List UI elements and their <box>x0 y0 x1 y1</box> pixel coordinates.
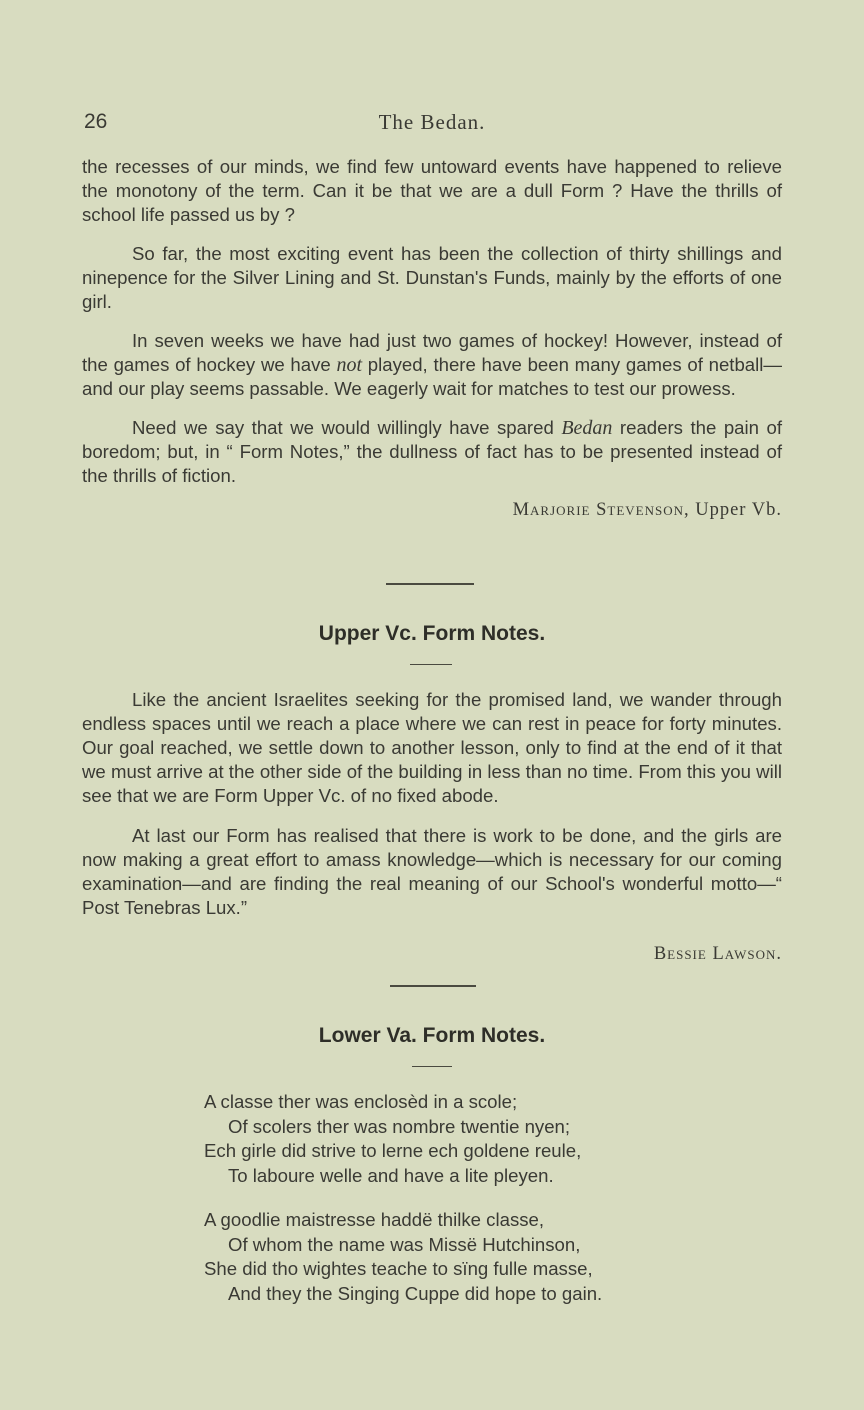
poem-line: A goodlie maistresse haddë thilke classe, <box>204 1209 545 1230</box>
poem-line: She did tho wightes teache to sïng fulle masse, <box>204 1258 593 1279</box>
section-divider <box>386 583 474 585</box>
paragraph: So far, the most exciting event has been the collection of thirty shillings and ninepence for the Silver Lining and St. Dunstan's Funds, mainly by the efforts of one girl. <box>82 243 782 312</box>
paragraph: In seven weeks we have had just two games of hockey! However, instead of the games of hockey we have not played, there have been many games of netball—and our play seems passable. We eagerly wait for matches to test our prowess. <box>82 330 782 399</box>
paragraph: Like the ancient Israelites seeking for the promised land, we wander through endless spaces until we reach a place where we can rest in peace for forty minutes. Our goal reached, we settle down to another lesson, only to find at the end of it that we must arrive at the other side of the building in less than no time. From this you will see that we are Form Upper Vc. of no fixed abode. <box>82 689 782 806</box>
paragraph: At last our Form has realised that there is work to be done, and the girls are now making a great effort to amass knowledge—which is necessary for our coming examination—and are finding the real meaning of our School's wonderful motto—“ Post Tenebras Lux.” <box>82 825 782 918</box>
poem-line: Of whom the name was Missë Hutchinson, <box>228 1233 581 1255</box>
heading-underline <box>410 664 452 665</box>
poem-line: A classe ther was enclosèd in a scole; <box>204 1091 518 1112</box>
signature-form: Upper Vb. <box>695 500 782 520</box>
signature <box>82 942 782 966</box>
poem-stanza <box>204 1090 602 1188</box>
signature <box>82 498 782 522</box>
section-heading-lower-va: Lower Va. Form Notes. <box>318 1024 546 1047</box>
poem-line: To laboure welle and have a lite pleyen. <box>228 1164 554 1186</box>
poem-line: And they the Singing Cuppe did hope to gain. <box>228 1282 603 1304</box>
poem <box>204 1090 602 1306</box>
page-header <box>0 110 864 140</box>
paragraph: Need we say that we would willingly have spared Bedan readers the pain of boredom; but, in “ Form Notes,” the dullness of fact has to be presented instead of the thrills of fiction. <box>82 417 783 486</box>
poem-stanza <box>204 1208 602 1306</box>
section-heading-upper-vc: Upper Vc. Form Notes. <box>318 622 546 645</box>
italic-word: Bedan <box>561 417 613 439</box>
signature-name: Marjorie Stevenson, <box>512 500 690 520</box>
signature-name: Bessie Lawson. <box>653 944 782 964</box>
poem-line: Ech girle did strive to lerne ech goldene reule, <box>204 1140 582 1161</box>
poem-line: Of scolers ther was nombre twentie nyen; <box>228 1115 571 1137</box>
section-divider <box>390 985 476 987</box>
journal-title: The Bedan. <box>378 110 486 134</box>
section-upper-vc-body <box>82 688 782 966</box>
heading-underline <box>412 1066 452 1067</box>
page-number: 26 <box>84 110 108 133</box>
section-upper-vb-body <box>82 155 782 522</box>
paragraph: the recesses of our minds, we find few untoward events have happened to relieve the monotony of the term. Can it be that we are a dull Form ? Have the thrills of school life passed us by ? <box>82 156 782 225</box>
italic-word: not <box>336 354 363 376</box>
